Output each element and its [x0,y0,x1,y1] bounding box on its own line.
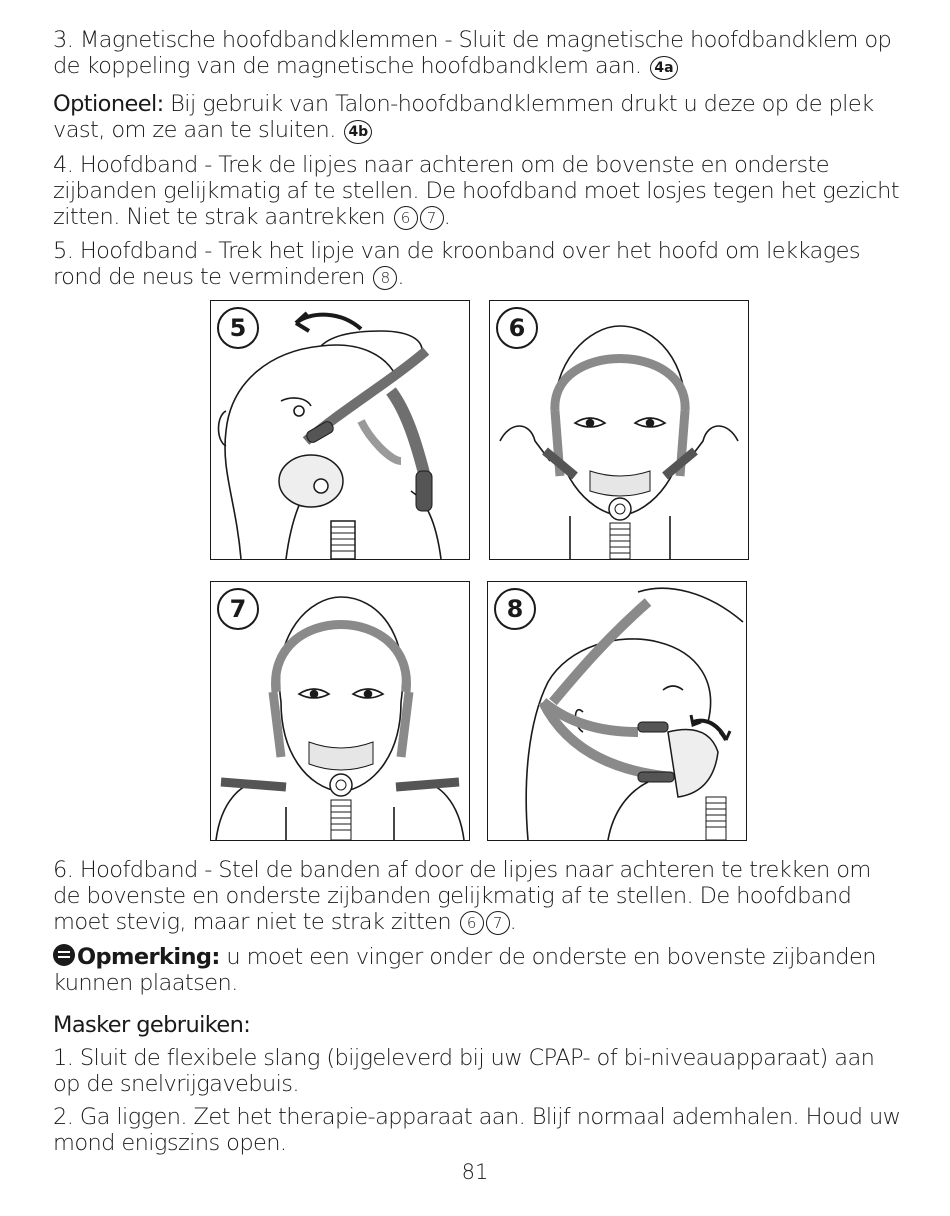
figure-7 [210,581,470,841]
figure-8 [487,581,747,841]
ref-6b: 6 [460,911,484,935]
step-5-body: 5. Hoofdband - Trek het lipje van de kroonband over het hoofd om lekkages rond de neus te verminderen [53,238,860,290]
ref-4a: 4a [650,56,678,80]
note-body: u moet een vinger onder de onderste en bovenste zijbanden kunnen plaatsen. [53,944,876,996]
step-4-text: 4. Hoofdband - Trek de lipjes naar achteren om de bovenste en onderste zijbanden gelijkmatig af te stellen. De hoofdband moet losjes tegen het gezicht zitten. Niet te strak aantrekken 6 7 . [53,152,899,230]
figure-6-badge: 6 [496,307,538,349]
ref-7b: 7 [486,911,510,935]
optional-label: Optioneel: [53,91,164,117]
page-number: 81 [461,1160,489,1184]
step-3-body: 3. Magnetische hoofdbandklemmen - Sluit de magnetische hoofdbandklem op de koppeling van de magnetische hoofdbandklem aan. [53,27,892,79]
figure-6 [489,300,749,560]
ref-4b: 4b [344,120,372,144]
step-6-text: 6. Hoofdband - Stel de banden af door de lipjes naar achteren te trekken om de bovenste en onderste zijbanden gelijkmatig af te stellen. De hoofdband moet stevig, maar niet te strak zitten 6 7 . [53,857,871,935]
step-5-text: 5. Hoofdband - Trek het lipje van de kroonband over het hoofd om lekkages rond de neus te verminderen 8 . [53,238,860,290]
use-step-2: 2. Ga liggen. Zet het therapie-apparaat aan. Blijf normaal ademhalen. Houd uw mond enigszins open. [53,1104,901,1156]
figure-5 [210,300,470,560]
note-icon [53,944,75,966]
figure-5-badge: 5 [217,307,259,349]
step-3-text [53,27,903,80]
ref-6: 6 [394,206,418,230]
optional-body: Bij gebruik van Talon-hoofdbandklemmen drukt u deze op de plek vast, om ze aan te sluiten. [53,91,874,143]
step-4-body: 4. Hoofdband - Trek de lipjes naar achteren om de bovenste en onderste zijbanden gelijkmatig af te stellen. De hoofdband moet losjes tegen het gezicht zitten. Niet te strak aantrekken [53,152,899,230]
section-heading: Masker gebruiken: [53,1012,251,1038]
figure-8-badge: 8 [494,588,536,630]
ref-7: 7 [420,206,444,230]
ref-8: 8 [373,266,397,290]
note-text [53,944,903,996]
optional-text [53,91,903,144]
use-step-1: 1. Sluit de flexibele slang (bijgeleverd bij uw CPAP- of bi-niveauapparaat) aan op de snelvrijgavebuis. [53,1045,875,1097]
figure-7-badge: 7 [217,588,259,630]
note-label: Opmerking: [77,944,220,970]
step-6-body: 6. Hoofdband - Stel de banden af door de lipjes naar achteren te trekken om de bovenste en onderste zijbanden gelijkmatig af te stellen. De hoofdband moet stevig, maar niet te strak zitten [53,857,871,935]
